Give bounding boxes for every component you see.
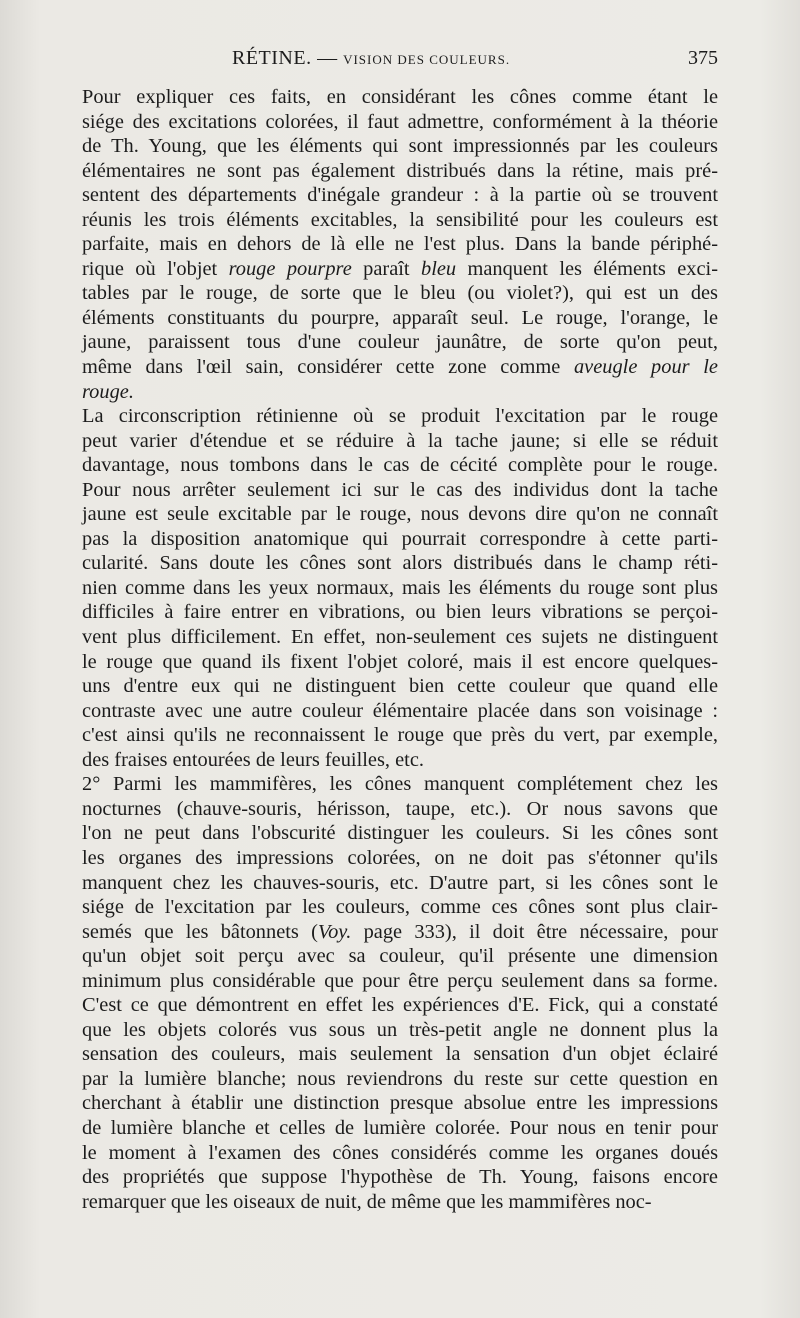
text-line xyxy=(82,846,718,871)
text-line xyxy=(82,1018,718,1043)
running-title xyxy=(232,47,510,70)
text-line xyxy=(82,527,718,552)
text-line xyxy=(82,1067,718,1092)
text-run: uns d'entre eux qui ne distinguent bien cette couleur que quand elle xyxy=(82,675,718,698)
paragraph xyxy=(82,85,718,404)
text-line xyxy=(82,674,718,699)
text-run: cularité. Sans doute les cônes sont alors distribués dans le champ réti- xyxy=(82,552,718,575)
running-header xyxy=(82,47,718,77)
text-run: éléments constituants du pourpre, apparaît seul. Le rouge, l'orange, le xyxy=(82,306,718,329)
text-run: de Th. Young, que les éléments qui sont impressionnés par les couleurs xyxy=(82,135,718,158)
text-run: l'on ne peut dans l'obscurité distinguer les couleurs. Si les cônes sont xyxy=(82,822,718,845)
text-run: cherchant à établir une distinction presque absolue entre les impressions xyxy=(82,1092,718,1115)
text-run: minimum plus considérable que pour être perçu seulement dans sa forme. xyxy=(82,969,718,992)
text-line xyxy=(82,944,718,969)
text-line xyxy=(82,257,718,282)
body-text xyxy=(82,85,718,1214)
text-line xyxy=(82,699,718,724)
text-line xyxy=(82,723,718,748)
text-run: jaune est seule excitable par le rouge, nous devons dire qu'on ne connaît xyxy=(82,503,718,526)
text-run: rique où l'objet xyxy=(82,257,229,280)
text-run: siége des excitations colorées, il faut admettre, conformément à la théorie xyxy=(82,110,718,133)
text-run: sentent des départements d'inégale grandeur : à la partie où se trouvent xyxy=(82,184,718,207)
italic-run: aveugle pour le xyxy=(573,356,718,379)
italic-run: Voy. xyxy=(317,920,352,943)
text-line xyxy=(82,895,718,920)
text-line xyxy=(82,281,718,306)
text-line xyxy=(82,1042,718,1067)
title-main: RÉTINE. xyxy=(232,47,312,69)
text-line xyxy=(82,232,718,257)
text-run: La circonscription rétinienne où se produit l'excitation par le rouge xyxy=(82,405,718,428)
text-line xyxy=(82,1141,718,1166)
italic-run: rouge. xyxy=(82,380,134,403)
text-run: qu'un objet soit perçu avec sa couleur, qu'il présente une dimension xyxy=(82,945,718,968)
text-run: que les objets colorés vus sous un très-petit angle ne donnent plus la xyxy=(82,1018,718,1041)
text-line xyxy=(82,871,718,896)
text-line xyxy=(82,380,718,405)
text-line xyxy=(82,306,718,331)
text-run: pas la disposition anatomique qui pourrait correspondre à cette parti- xyxy=(82,527,718,550)
text-run: le moment à l'examen des cônes considérés comme les organes doués xyxy=(82,1141,718,1164)
italic-run: rouge pourpre xyxy=(228,257,352,280)
text-line xyxy=(82,208,718,233)
text-run: Pour nous arrêter seulement ici sur le cas des individus dont la tache xyxy=(82,478,718,501)
text-line xyxy=(82,429,718,454)
text-line xyxy=(82,625,718,650)
text-run: des propriétés que suppose l'hypothèse de Th. Young, faisons encore xyxy=(82,1166,718,1189)
text-line xyxy=(82,993,718,1018)
text-line xyxy=(82,134,718,159)
text-run: manquent chez les chauves-souris, etc. D'autre part, si les cônes sont le xyxy=(82,871,718,894)
text-line xyxy=(82,650,718,675)
text-run: manquent les éléments exci- xyxy=(456,257,718,280)
paragraph xyxy=(82,772,718,1214)
title-sub: VISION DES COULEURS. xyxy=(343,52,511,67)
text-line xyxy=(82,159,718,184)
text-run: paraît xyxy=(351,257,421,280)
text-run: même dans l'œil sain, considérer cette zone comme xyxy=(82,356,574,379)
text-run: des fraises entourées de leurs feuilles, etc. xyxy=(82,748,424,771)
text-run: de lumière blanche et celles de lumière colorée. Pour nous en tenir pour xyxy=(82,1116,718,1139)
text-run: les organes des impressions colorées, on ne doit pas s'étonner qu'ils xyxy=(82,846,718,869)
text-line xyxy=(82,85,718,110)
text-run: parfaite, mais en dehors de là elle ne l'est plus. Dans la bande périphé- xyxy=(82,233,718,256)
text-run: peut varier d'étendue et se réduire à la tache jaune; si elle se réduit xyxy=(82,429,718,452)
text-run: remarquer que les oiseaux de nuit, de même que les mammifères noc- xyxy=(82,1190,652,1213)
text-line xyxy=(82,1165,718,1190)
page-number: 375 xyxy=(688,47,718,69)
text-line xyxy=(82,600,718,625)
text-run: page 333), il doit être nécessaire, pour xyxy=(351,920,718,943)
text-run: par la lumière blanche; nous reviendrons du reste sur cette question en xyxy=(82,1067,718,1090)
text-line xyxy=(82,1091,718,1116)
text-line xyxy=(82,502,718,527)
text-run: siége de l'excitation par les couleurs, comme ces cônes sont plus clair- xyxy=(82,896,718,919)
text-line xyxy=(82,404,718,429)
text-run: nien comme dans les yeux normaux, mais les éléments du rouge sont plus xyxy=(82,576,718,599)
text-line xyxy=(82,110,718,135)
text-run: le rouge que quand ils fixent l'objet coloré, mais il est encore quelques- xyxy=(82,650,718,673)
text-line xyxy=(82,355,718,380)
text-line xyxy=(82,821,718,846)
text-line xyxy=(82,576,718,601)
text-run: jaune, paraissent tous d'une couleur jaunâtre, de sorte qu'on peut, xyxy=(82,331,718,354)
text-run: c'est ainsi qu'ils ne reconnaissent le rouge que près du vert, par exemple, xyxy=(82,724,718,747)
text-line xyxy=(82,453,718,478)
text-line xyxy=(82,551,718,576)
text-run: sensation des couleurs, mais seulement la sensation d'un objet éclairé xyxy=(82,1043,718,1066)
text-run: vent plus difficilement. En effet, non-seulement ces sujets ne distinguent xyxy=(82,626,718,649)
text-run: contraste avec une autre couleur élémentaire placée dans son voisinage : xyxy=(82,699,718,722)
text-line xyxy=(82,969,718,994)
italic-run: bleu xyxy=(421,257,457,280)
text-run: réunis les trois éléments excitables, la sensibilité pour les couleurs est xyxy=(82,208,718,231)
text-run: 2° Parmi les mammifères, les cônes manquent complétement chez les xyxy=(82,773,718,796)
text-line xyxy=(82,478,718,503)
text-line xyxy=(82,183,718,208)
text-run: nocturnes (chauve-souris, hérisson, taupe, etc.). Or nous savons que xyxy=(82,797,718,820)
title-dash: — xyxy=(311,47,344,69)
text-run: davantage, nous tombons dans le cas de cécité complète pour le rouge. xyxy=(82,454,718,477)
text-line xyxy=(82,920,718,945)
text-run: C'est ce que démontrent en effet les expériences d'E. Fick, qui a constaté xyxy=(82,994,718,1017)
paragraph xyxy=(82,404,718,772)
text-run: difficiles à faire entrer en vibrations, ou bien leurs vibrations se perçoi- xyxy=(82,601,718,624)
text-run: tables par le rouge, de sorte que le bleu (ou violet?), qui est un des xyxy=(82,282,718,305)
text-run: élémentaires ne sont pas également distribués dans la rétine, mais pré- xyxy=(82,159,718,182)
text-run: Pour expliquer ces faits, en considérant les cônes comme étant le xyxy=(82,86,718,108)
text-line xyxy=(82,772,718,797)
text-line xyxy=(82,748,718,773)
text-line xyxy=(82,1190,718,1215)
text-line xyxy=(82,797,718,822)
text-line xyxy=(82,330,718,355)
text-run: semés que les bâtonnets ( xyxy=(82,920,318,943)
text-line xyxy=(82,1116,718,1141)
